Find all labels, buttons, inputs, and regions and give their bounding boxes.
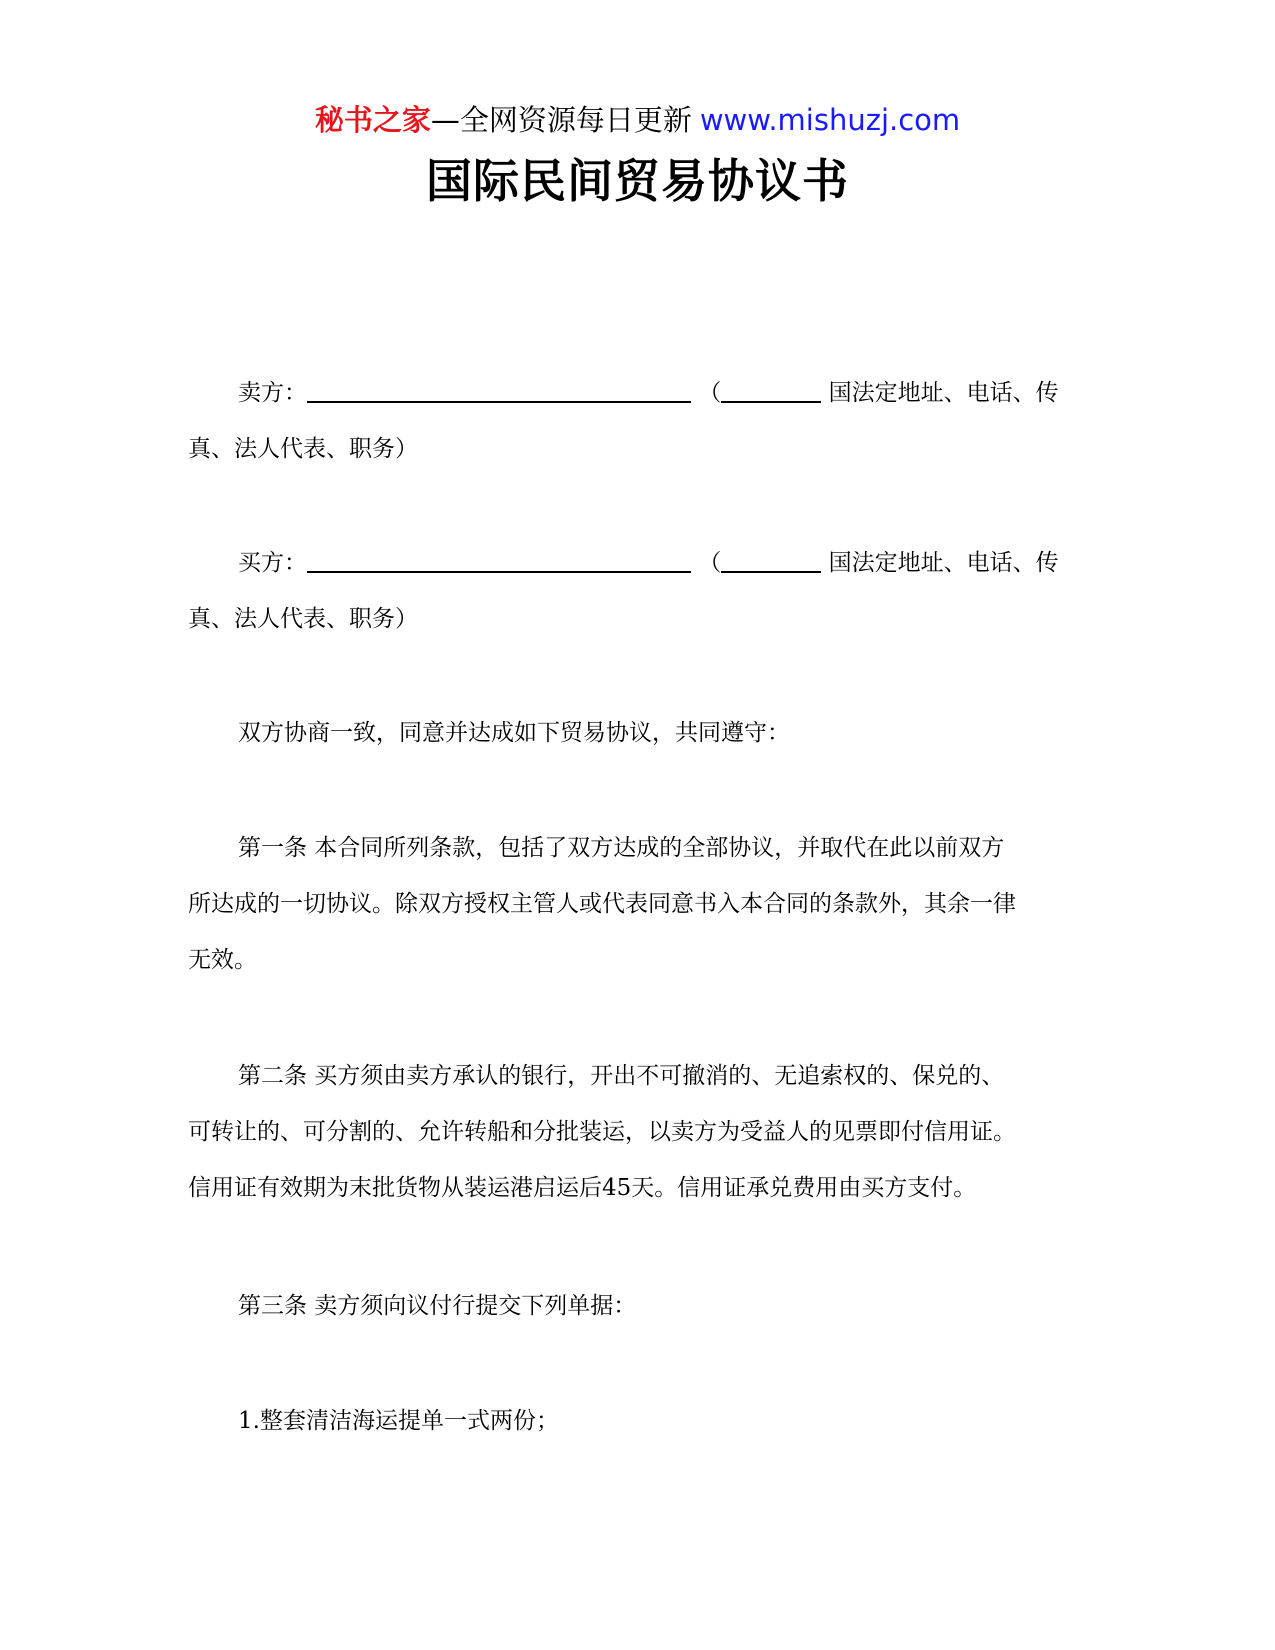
article-2-line-3: 信用证有效期为末批货物从装运港启运后45天。信用证承兑费用由买方支付。 — [188, 1175, 977, 1201]
seller-paragraph — [188, 365, 1088, 477]
seller-suffix: 国法定地址、电话、传 — [828, 380, 1059, 406]
buyer-line-2: 真、法人代表、职务） — [188, 606, 418, 632]
buyer-country-blank — [721, 547, 821, 573]
article-1-line-3: 无效。 — [188, 947, 257, 973]
article-1-paragraph — [188, 820, 1088, 988]
item-1-text: 1.整套清洁海运提单一式两份； — [238, 1408, 559, 1434]
buyer-paragraph — [188, 535, 1088, 647]
site-url[interactable]: www.mishuzj.com — [699, 103, 961, 137]
seller-label: 卖方： — [238, 380, 307, 406]
site-banner — [0, 100, 1275, 140]
article-3-text: 第三条 卖方须向议付行提交下列单据： — [238, 1293, 637, 1319]
intro-paragraph — [188, 705, 1088, 761]
buyer-line-1 — [188, 535, 1088, 591]
article-1-line-2: 所达成的一切协议。除双方授权主管人或代表同意书入本合同的条款外，其余一律 — [188, 891, 1016, 917]
buyer-open-paren: （ — [698, 550, 722, 576]
brand-name: 秘书之家 — [314, 103, 431, 137]
item-1-paragraph — [188, 1393, 1088, 1449]
article-1-line-1: 第一条 本合同所列条款，包括了双方达成的全部协议，并取代在此以前双方 — [238, 835, 1005, 861]
intro-text: 双方协商一致，同意并达成如下贸易协议，共同遵守： — [238, 720, 790, 746]
seller-country-blank — [721, 377, 821, 403]
article-3-paragraph — [188, 1278, 1088, 1334]
banner-tagline: —全网资源每日更新 — [430, 103, 692, 137]
article-2-paragraph — [188, 1048, 1088, 1216]
seller-open-paren: （ — [698, 380, 722, 406]
seller-line-1 — [188, 365, 1088, 421]
buyer-suffix: 国法定地址、电话、传 — [828, 550, 1059, 576]
article-2-line-1: 第二条 买方须由卖方承认的银行，开出不可撤消的、无追索权的、保兑的、 — [238, 1063, 1005, 1089]
seller-name-blank — [307, 377, 691, 403]
buyer-label: 买方： — [238, 550, 307, 576]
seller-line-2: 真、法人代表、职务） — [188, 436, 418, 462]
buyer-name-blank — [307, 547, 691, 573]
document-title: 国际民间贸易协议书 — [426, 154, 849, 208]
article-2-line-2: 可转让的、可分割的、允许转船和分批装运，以卖方为受益人的见票即付信用证。 — [188, 1119, 1016, 1145]
